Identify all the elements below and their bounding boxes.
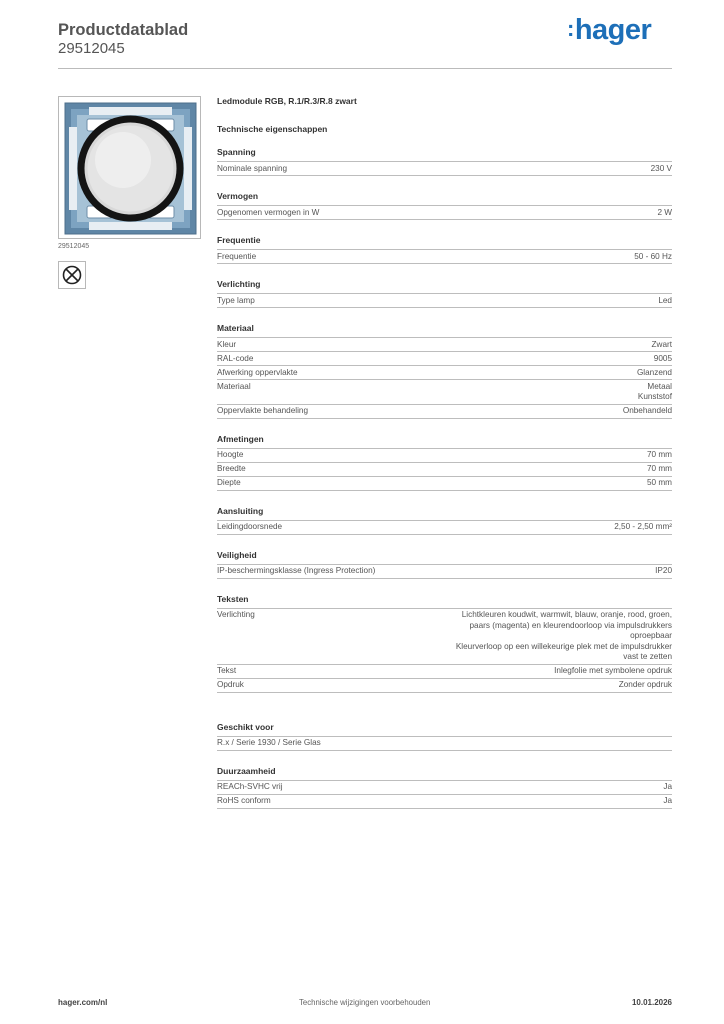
spec-row [217,780,672,794]
section-title: Materiaal [217,323,254,333]
spec-label: Diepte [217,478,241,487]
spec-value [634,252,672,263]
spec-label: Opgenomen vermogen in W [217,207,320,217]
image-caption: 29512045 [58,243,90,250]
spec-label: Opdruk [217,680,244,689]
spec-value-line: Ja [663,796,672,805]
section-title: Frequentie [217,235,261,245]
spec-value-line: Metaal [647,381,672,391]
spec-section [217,147,672,176]
section-divider [217,750,672,751]
footer-date: 10.01.2026 [631,998,672,1007]
spec-value-line: Zonder opdruk [618,680,672,689]
spec-value [456,610,672,663]
spec-value [652,340,672,351]
spec-row [217,249,672,263]
spec-label: Verlichting [217,610,255,619]
spec-row [217,379,672,404]
spec-label: REACh-SVHC vrij [217,782,283,791]
spec-value-line: 9005 [653,353,672,363]
spec-value [554,666,672,677]
spec-value-line: Inlegfolie met symbolene opdruk [554,666,672,675]
section-divider [217,808,672,809]
section-spacer [217,693,672,707]
spec-section [217,766,672,809]
section-title: Teksten [217,593,249,604]
section-divider [217,490,672,491]
product-name: Ledmodule RGB, R.1/R.3/R.8 zwart [217,96,357,106]
spec-value-line: 70 mm [646,464,672,473]
spec-label: Nominale spanning [217,163,288,173]
spec-label: Oppervlakte behandeling [217,406,309,415]
header-divider [58,68,672,69]
spec-label: Tekst [217,666,237,675]
section-divider [217,534,672,535]
section-divider [217,263,672,264]
spec-section [217,506,672,535]
spec-section [217,434,672,491]
section-divider [217,219,672,220]
spec-row [217,161,672,175]
logo-colon: : [567,16,574,41]
spec-value [614,522,672,533]
spec-label: Kleur [217,339,237,349]
logo-wordmark: hager [574,14,652,46]
spec-row [217,476,672,490]
hager-logo[interactable] [567,14,651,47]
spec-row [217,736,672,750]
spec-value [657,208,672,219]
spec-value-line: 50 mm [646,478,672,487]
spec-row [217,205,672,219]
spec-label: RoHS conform [217,796,271,805]
section-title: Geschikt voor [217,721,274,732]
spec-row [217,678,672,692]
spec-value-line: Kleurverloop op een willekeurige plek met de impulsdrukker [455,641,672,651]
spec-value-line: Lichtkleuren koudwit, warmwit, blauw, oranje, rood, groen, [461,610,672,619]
spec-label: Materiaal [217,381,251,391]
spec-value-line: IP20 [655,566,672,575]
article-number: 29512045 [58,40,125,57]
document-title: Productdatablad [58,21,189,39]
section-divider [217,418,672,419]
properties-heading: Technische eigenschappen [217,124,328,134]
spec-value-line: 50 - 60 Hz [634,251,672,261]
spec-row [217,794,672,808]
spec-value-line: Zwart [651,339,672,349]
led-module-illustration [59,97,201,239]
spec-section [217,550,672,579]
spec-row [217,365,672,379]
spec-row [217,520,672,534]
section-title: Afmetingen [217,433,264,444]
spec-value-line: Onbehandeld [622,406,672,415]
footer-website-link[interactable]: hager.com/nl [58,998,108,1007]
spec-value-line: 70 mm [646,450,672,459]
lamp-symbol-icon [58,261,86,289]
spec-value [647,450,672,461]
spec-label: IP-beschermingsklasse (Ingress Protection) [217,566,376,575]
spec-value [663,796,672,807]
spec-row [217,448,672,462]
spec-label: R.x / Serie 1930 / Serie Glas [217,738,321,747]
spec-label: Type lamp [217,295,255,305]
spec-value-line: Kunststof [637,392,672,401]
spec-section [217,594,672,693]
spec-row [217,664,672,678]
section-divider [217,175,672,176]
spec-value [637,368,672,379]
spec-label: Hoogte [217,450,244,459]
spec-section [217,722,672,751]
spec-value-line: 2 W [657,207,672,217]
spec-value [623,406,672,417]
section-title: Duurzaamheid [217,765,276,776]
spec-value-line: oproepbaar [630,631,672,640]
spec-value [651,164,672,175]
footer-disclaimer: Technische wijzigingen voorbehouden [299,998,431,1007]
section-title: Verlichting [217,279,261,289]
spec-value [638,382,672,403]
spec-value [654,354,672,365]
spec-value-line: Ja [663,782,672,791]
spec-value-line: vast te zetten [623,652,672,661]
spec-value [658,296,672,307]
section-title: Vermogen [217,191,259,201]
section-divider [217,307,672,308]
specifications [217,96,672,809]
section-title: Spanning [217,147,256,157]
spec-row [217,608,672,664]
spec-value-line: paars (magenta) en kleurendoorloop via impulsdrukkers [469,620,672,630]
spec-label: Afwerking oppervlakte [217,367,298,377]
spec-section [217,279,672,308]
spec-sections [217,147,672,809]
spec-section [217,235,672,264]
section-divider [217,578,672,579]
spec-row [217,462,672,476]
spec-value [619,680,672,691]
section-title: Veiligheid [217,549,257,560]
spec-value [655,566,672,577]
spec-section [217,323,672,419]
spec-label: Breedte [217,464,246,473]
spec-label: Leidingdoorsnede [217,522,283,531]
section-title: Aansluiting [217,505,264,516]
spec-value [647,478,672,489]
spec-value-line: 2,50 - 2,50 mm² [614,522,672,531]
spec-value-line: Glanzend [636,367,672,377]
spec-value [647,464,672,475]
spec-section [217,191,672,220]
spec-value-line: 230 V [650,163,672,173]
spec-row [217,293,672,307]
product-image [58,96,201,239]
spec-value-line: Led [658,295,672,305]
spec-row [217,351,672,365]
spec-row [217,564,672,578]
spec-value [663,782,672,793]
spec-label: Frequentie [217,251,257,261]
spec-row [217,404,672,418]
spec-label: RAL-code [217,353,254,363]
spec-row [217,337,672,351]
